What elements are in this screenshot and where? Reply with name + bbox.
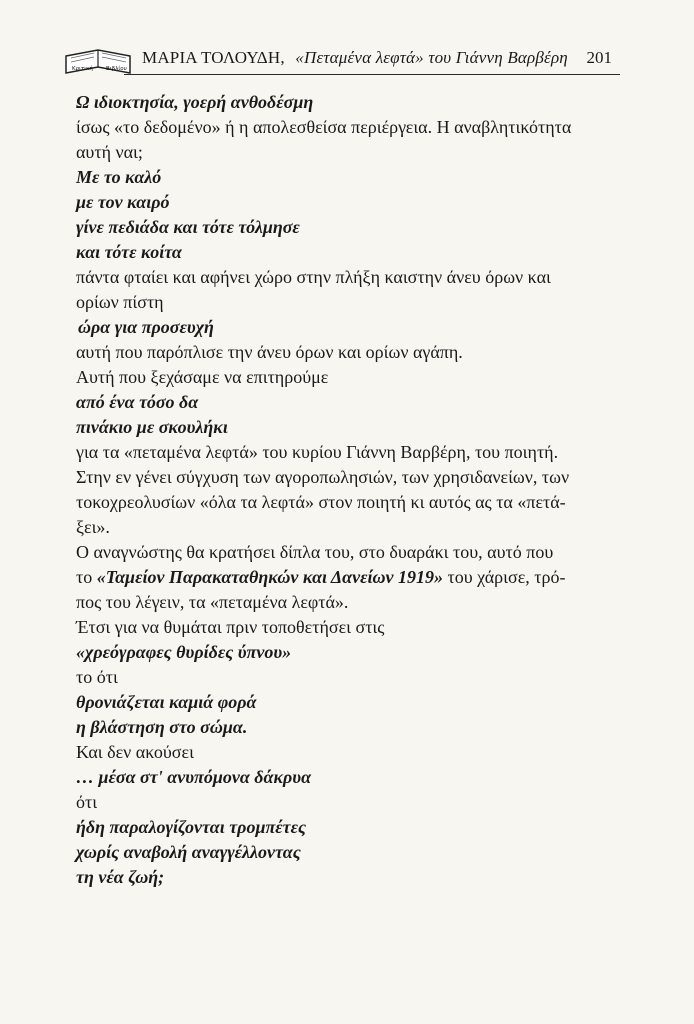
text-line: ξει». [76, 517, 110, 537]
text-line: ορίων πίστη [76, 292, 164, 312]
text-line: ίσως «το δεδομένο» ή η απολεσθείσα περιέργεια. Η αναβλητικότητα [76, 117, 572, 137]
text-line: Με το καλό [76, 167, 162, 187]
text-line: χωρίς αναβολή αναγγέλλοντας [76, 842, 301, 862]
text-line: η βλάστηση στο σώμα. [76, 717, 248, 737]
text-line: πος του λέγειν, τα «πεταμένα λεφτά». [76, 592, 349, 612]
text-line: Και δεν ακούσει [76, 742, 194, 762]
text-line: τη νέα ζωή; [76, 867, 165, 887]
text-line: Ο αναγνώστης θα κρατήσει δίπλα του, στο δυαράκι του, αυτό που [76, 542, 554, 562]
text-line: το ότι [76, 667, 118, 687]
text-line: Αυτή που ξεχάσαμε να επιτηρούμε [76, 367, 329, 387]
header-author: ΜΑΡΙΑ ΤΟΛΟΥΔΗ, [142, 48, 285, 67]
text-line: για τα «πεταμένα λεφτά» του κυρίου Γιάννη Βαρβέρη, του ποιητή. [76, 442, 559, 462]
header-title-line [142, 48, 568, 68]
text-line: τοκοχρεολυσίων «όλα τα λεφτά» στον ποιητή κι αυτός ας τα «πετά- [76, 492, 566, 512]
text-line-mixed [76, 565, 628, 590]
text-line: θρονιάζεται καμιά φορά [76, 692, 257, 712]
text-line: αυτή που παρόπλισε την άνευ όρων και ορίων αγάπη. [76, 342, 463, 362]
logo-word-right: Βιβλίου [106, 66, 127, 72]
book-logo-icon [62, 42, 134, 76]
emphasized-fragment: «Ταμείον Παρακαταθηκών και Δανείων 1919» [96, 567, 443, 587]
text-line: και τότε κοίτα [76, 242, 182, 262]
logo-word-left: Κριτική [72, 66, 93, 72]
text-line: ώρα για προσευχή [78, 317, 214, 337]
header-divider [124, 74, 620, 75]
text-line: γίνε πεδιάδα και τότε τόλμησε [76, 217, 300, 237]
text-line: «χρεόγραφες θυρίδες ύπνου» [76, 642, 292, 662]
text-line: … μέσα στ' ανυπόμονα δάκρυα [76, 767, 312, 787]
text-line: Έτσι για να θυμάται πριν τοποθετήσει στις [76, 617, 385, 637]
text-line: Ω ιδιοκτησία, γοερή ανθοδέσμη [76, 92, 314, 112]
text-line: αυτή ναι; [76, 142, 143, 162]
text-block [76, 90, 628, 890]
text-line: Στην εν γένει σύγχυση των αγοροπωλησιών, των χρησιδανείων, των [76, 467, 570, 487]
text-line: με τον καιρό [76, 192, 170, 212]
text-line: από ένα τόσο δα [76, 392, 199, 412]
text-fragment: το [76, 567, 97, 587]
text-line: ότι [76, 792, 98, 812]
text-fragment: του χάρισε, τρό- [443, 567, 566, 587]
running-header [62, 40, 620, 76]
text-line: πάντα φταίει και αφήνει χώρο στην πλήξη καιστην άνευ όρων και [76, 267, 551, 287]
text-line: ήδη παραλογίζονται τρομπέτες [76, 817, 307, 837]
header-article-title: «Πεταμένα λεφτά» του Γιάννη Βαρβέρη [295, 48, 568, 67]
text-line: πινάκιο με σκουλήκι [76, 417, 228, 437]
page-number: 201 [586, 48, 612, 67]
